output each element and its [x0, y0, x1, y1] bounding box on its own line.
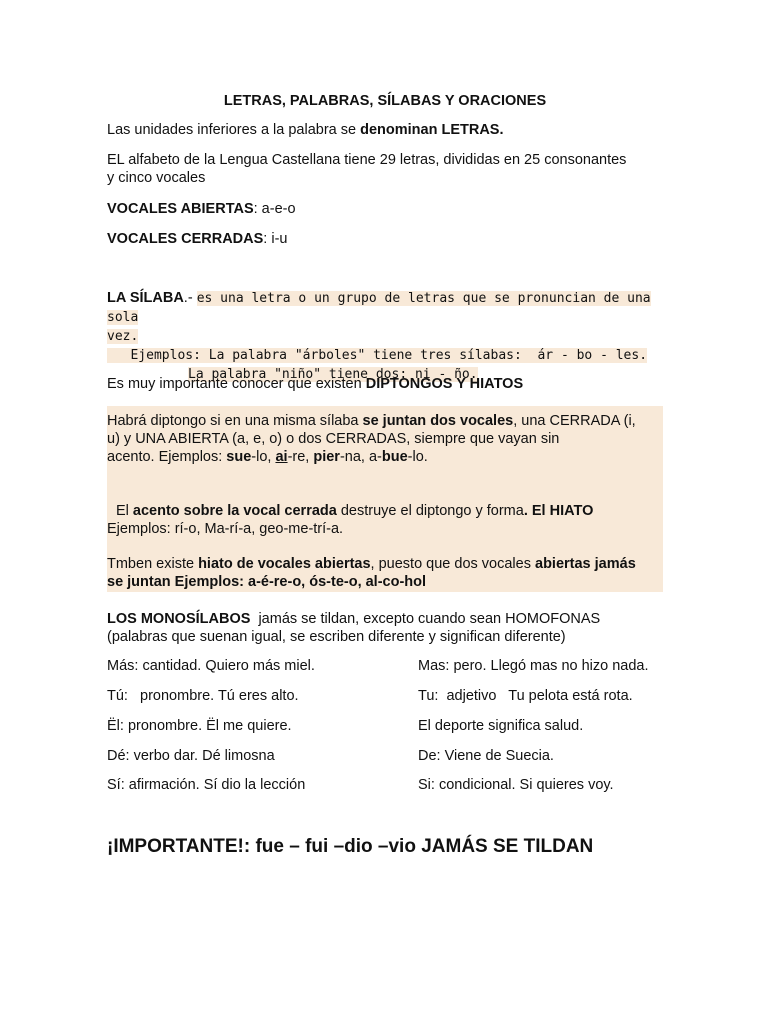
text-line [107, 412, 663, 430]
text-bold: abiertas jamás [535, 556, 636, 572]
definition: es una letra o un grupo de letras que se pronuncian de una sola [107, 291, 651, 325]
pair-left-1: Tú: pronombre. Tú eres alto. [107, 688, 299, 704]
pair-right-3: De: Viene de Suecia. [418, 748, 554, 764]
text-line [107, 573, 663, 591]
label: LA SÍLABA [107, 290, 184, 306]
pair-right-2: El deporte significa salud. [418, 718, 584, 734]
text: Es muy importante conocer que existen [107, 376, 366, 392]
hiato-abiertas-paragraph [107, 555, 663, 591]
pair-left-4: Sí: afirmación. Sí dio la lección [107, 777, 306, 793]
text-line: (palabras que suenan igual, se escriben diferente y significan diferente) [107, 629, 566, 645]
label: VOCALES ABIERTAS [107, 201, 254, 217]
text: Las unidades inferiores a la palabra se [107, 122, 361, 138]
silaba-section [107, 289, 663, 384]
text-line: EL alfabeto de la Lengua Castellana tiene 29 letras, divididas en 25 consonantes [107, 152, 627, 168]
paragraph-letras [107, 121, 663, 139]
pair-right-1: Tu: adjetivo Tu pelota está rota. [418, 688, 633, 704]
text-line [107, 448, 663, 466]
text-bold: hiato de vocales abiertas [198, 556, 371, 572]
text: destruye el diptongo y forma [336, 503, 524, 519]
text: -re, [287, 449, 314, 465]
text-bold: bue [381, 449, 408, 465]
silaba-line1 [107, 289, 663, 327]
text: , puesto que dos vocales [370, 556, 535, 572]
pair-left-3: Dé: verbo dar. Dé limosna [107, 748, 275, 764]
text: -lo, [251, 449, 276, 465]
text: .- [183, 290, 197, 306]
text-bold: denominan LETRAS. [360, 122, 504, 138]
example: La palabra "niño" tiene dos: ni - ño. [188, 367, 478, 382]
text-bold: se juntan dos vocales [362, 413, 514, 429]
text-bold: sue [226, 449, 252, 465]
label: LOS MONOSÍLABOS [107, 611, 251, 627]
text: Habrá diptongo si en una misma sílaba [107, 413, 363, 429]
definition: vez. [107, 329, 139, 344]
diptongo-paragraph [107, 412, 663, 466]
value: : a-e-o [253, 201, 296, 217]
text-line: Ejemplos: rí-o, Ma-rí-a, geo-me-trí-a. [107, 521, 344, 537]
text-line [107, 555, 663, 573]
text-line [107, 610, 663, 628]
vocales-abiertas [107, 200, 663, 218]
text-bold: pier [313, 449, 340, 465]
pair-left-0: Más: cantidad. Quiero más miel. [107, 658, 315, 674]
page-title: LETRAS, PALABRAS, SÍLABAS Y ORACIONES [223, 93, 547, 109]
hiato-paragraph [107, 502, 663, 538]
example: Ejemplos: La palabra "árboles" tiene tres sílabas: ár - bo - les. [107, 348, 648, 363]
text: jamás se tildan, excepto cuando sean HOMOFONAS [250, 611, 601, 627]
pair-right-4: Si: condicional. Si quieres voy. [418, 777, 614, 793]
monosilabos-paragraph [107, 610, 663, 646]
text-line: u) y UNA ABIERTA (a, e, o) o dos CERRADAS, siempre que vayan sin [107, 431, 560, 447]
text: acento. Ejemplos: [107, 449, 227, 465]
text: , una CERRADA (i, [513, 413, 636, 429]
silaba-line3 [107, 346, 663, 365]
text: -na, a- [339, 449, 382, 465]
text: -lo. [407, 449, 428, 465]
text-bold: acento sobre la vocal cerrada [132, 503, 337, 519]
pair-right-0: Mas: pero. Llegó mas no hizo nada. [418, 658, 649, 674]
text-bold: . El HIATO [523, 503, 594, 519]
text: El [116, 503, 133, 519]
paragraph-alfabeto [107, 151, 663, 187]
important-note: ¡IMPORTANTE!: fue – fui –dio –vio JAMÁS SE TILDAN [107, 836, 594, 857]
text-line: y cinco vocales [107, 170, 206, 186]
text: Tmben existe [107, 556, 199, 572]
silaba-line2 [107, 327, 663, 346]
text-line [107, 502, 663, 520]
text-bold-underline: ai [275, 449, 288, 465]
pair-left-2: Ël: pronombre. Ël me quiere. [107, 718, 292, 734]
label: VOCALES CERRADAS [107, 231, 264, 247]
value: : i-u [263, 231, 288, 247]
diptongos-intro [107, 375, 663, 393]
vocales-cerradas [107, 230, 663, 248]
text-bold: se juntan Ejemplos: a-é-re-o, ós-te-o, al-co-hol [107, 574, 427, 590]
text-bold: DIPTONGOS Y HIATOS [365, 376, 524, 392]
